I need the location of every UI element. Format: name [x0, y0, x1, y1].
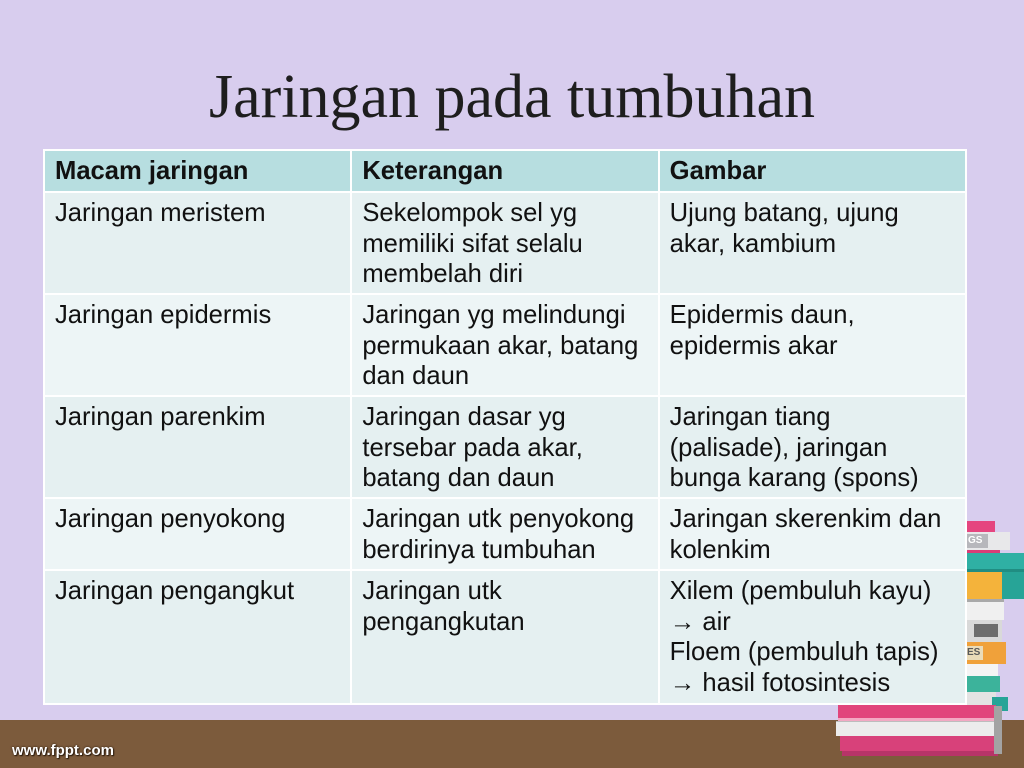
cell-description: Sekelompok sel yg memiliki sifat selalu membelah diri: [352, 193, 657, 293]
cell-tissue-type: Jaringan epidermis: [45, 295, 350, 395]
cell-tissue-type: Jaringan penyokong: [45, 499, 350, 569]
book: [842, 751, 998, 756]
cell-description: Jaringan dasar yg tersebar pada akar, batang dan daun: [352, 397, 657, 497]
cell-line: → air: [669, 607, 731, 636]
cell-line: → hasil fotosintesis: [669, 669, 891, 698]
header-cell-description: Keterangan: [352, 151, 657, 191]
cell-description: Jaringan utk penyokong berdirinya tumbuhan: [352, 499, 657, 569]
cell-example: [660, 571, 965, 703]
cell-example: Ujung batang, ujung akar, kambium: [660, 193, 965, 293]
cell-example: Epidermis daun, epidermis akar: [660, 295, 965, 395]
header-cell-example: Gambar: [660, 151, 965, 191]
cell-description: Jaringan yg melindungi permukaan akar, batang dan daun: [352, 295, 657, 395]
book-label: GS: [964, 534, 988, 548]
cell-tissue-type: Jaringan meristem: [45, 193, 350, 293]
cell-example: Jaringan tiang (palisade), jaringan bunga karang (spons): [660, 397, 965, 497]
book-label: ES: [963, 646, 983, 660]
book: [838, 705, 996, 721]
cell-description: Jaringan utk pengangkutan: [352, 571, 657, 703]
book: [994, 706, 1002, 754]
slide-title: Jaringan pada tumbuhan: [208, 63, 816, 131]
cell-line: Floem (pembuluh tapis): [669, 638, 939, 667]
book: [1002, 572, 1024, 599]
cell-tissue-type: Jaringan pengangkut: [45, 571, 350, 703]
book: [836, 721, 1000, 736]
watermark-text: www.fppt.com: [12, 742, 114, 759]
cell-line: Xilem (pembuluh kayu): [669, 577, 932, 605]
header-cell-tissue-type: Macam jaringan: [45, 151, 350, 191]
cell-example: Jaringan skerenkim dan kolenkim: [660, 499, 965, 569]
book: [974, 624, 998, 637]
book: [840, 736, 1000, 751]
cell-tissue-type: Jaringan parenkim: [45, 397, 350, 497]
tissue-table: [43, 149, 967, 705]
book: [958, 553, 1024, 572]
